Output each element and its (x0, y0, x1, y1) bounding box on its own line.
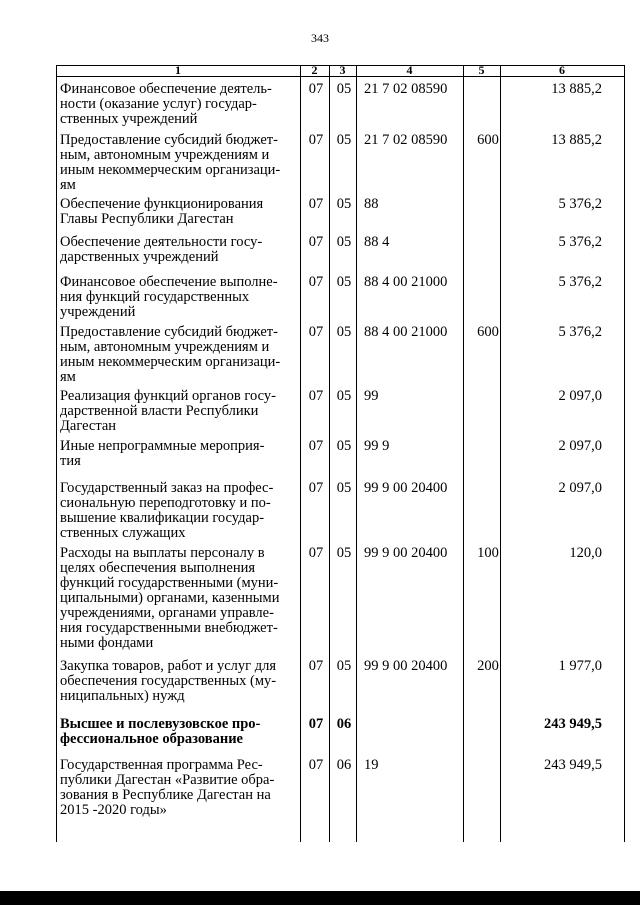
row-target-code: 19 (364, 757, 379, 773)
row-amount: 5 376,2 (558, 274, 602, 290)
row-section: 07 (308, 274, 324, 290)
row-target-code: 88 4 00 21000 (364, 324, 448, 340)
row-subsection: 05 (336, 388, 352, 404)
row-subsection: 05 (336, 545, 352, 561)
scan-bottom-edge (0, 891, 640, 905)
row-name: Предоставление субсидий бюджет- ным, автономным учреждениям и иным некоммерческим организаци- ям (60, 324, 281, 385)
column-header-5: 5 (478, 63, 485, 77)
row-amount: 2 097,0 (558, 480, 602, 496)
row-amount: 1 977,0 (558, 658, 602, 674)
budget-table (56, 65, 625, 842)
row-target-code: 21 7 02 08590 (364, 81, 448, 97)
row-target-code: 88 4 (364, 234, 390, 250)
row-subsection: 05 (336, 658, 352, 674)
row-target-code: 99 (364, 388, 379, 404)
row-target-code: 88 4 00 21000 (364, 274, 448, 290)
row-subsection: 05 (336, 274, 352, 290)
column-header-6: 6 (559, 63, 565, 77)
row-section: 07 (308, 480, 324, 496)
row-amount: 13 885,2 (551, 81, 602, 97)
row-target-code: 88 (364, 196, 379, 212)
row-subsection: 05 (336, 324, 352, 340)
row-name: Обеспечение функционирования Главы Республики Дагестан (60, 196, 264, 227)
column-divider (500, 65, 501, 842)
row-target-code: 99 9 00 20400 (364, 545, 448, 561)
row-name: Расходы на выплаты персоналу в целях обеспечения выполнения функций государственными (муни- ципальными) органами, казенными учреждениями, органами управле- ния государственными внебюджет- ными фондами (60, 545, 280, 651)
row-subsection: 05 (336, 81, 352, 97)
row-subsection: 05 (336, 196, 352, 212)
column-divider (329, 65, 330, 842)
row-subsection: 06 (336, 716, 352, 732)
row-section: 07 (308, 658, 324, 674)
row-section: 07 (308, 388, 324, 404)
row-name: Предоставление субсидий бюджет- ным, автономным учреждениям и иным некоммерческим организаци- ям (60, 132, 281, 193)
row-expense-type: 600 (477, 132, 499, 148)
page-number: 343 (311, 31, 329, 45)
row-target-code: 99 9 (364, 438, 390, 454)
row-expense-type: 200 (477, 658, 499, 674)
row-amount: 2 097,0 (558, 388, 602, 404)
row-expense-type: 100 (477, 545, 499, 561)
row-section: 07 (308, 716, 324, 732)
row-name: Иные непрограммные мероприя- тия (60, 438, 265, 469)
column-header-4: 4 (406, 63, 413, 77)
row-name: Закупка товаров, работ и услуг для обеспечения государственных (му- ниципальных) нужд (60, 658, 277, 704)
row-amount: 5 376,2 (558, 324, 602, 340)
column-header-3: 3 (339, 63, 346, 77)
row-subsection: 05 (336, 480, 352, 496)
column-header-2: 2 (311, 63, 318, 77)
row-section: 07 (308, 324, 324, 340)
column-header-1: 1 (175, 63, 181, 77)
row-section: 07 (308, 545, 324, 561)
row-amount: 243 949,5 (544, 716, 602, 732)
table-left-border (56, 65, 57, 842)
row-amount: 5 376,2 (558, 234, 602, 250)
row-name: Финансовое обеспечение выполне- ния функций государственных учреждений (60, 274, 278, 320)
row-expense-type: 600 (477, 324, 499, 340)
row-section: 07 (308, 132, 324, 148)
row-section: 07 (308, 196, 324, 212)
row-subsection: 05 (336, 132, 352, 148)
row-amount: 5 376,2 (558, 196, 602, 212)
row-amount: 120,0 (569, 545, 602, 561)
row-name: Финансовое обеспечение деятель- ности (оказание услуг) государ- ственных учреждений (60, 81, 272, 127)
row-subsection: 05 (336, 438, 352, 454)
row-name: Государственный заказ на профес- сиональную переподготовку и по- вышение квалификации государ- ственных служащих (60, 480, 274, 541)
table-right-border (624, 65, 625, 842)
row-target-code: 99 9 00 20400 (364, 658, 448, 674)
row-section: 07 (308, 757, 324, 773)
row-amount: 13 885,2 (551, 132, 602, 148)
row-subsection: 05 (336, 234, 352, 250)
row-name: Высшее и послевузовское про- фессиональное образование (60, 716, 261, 747)
row-name: Реализация функций органов госу- дарственной власти Республики Дагестан (60, 388, 276, 434)
column-divider (300, 65, 301, 842)
row-amount: 2 097,0 (558, 438, 602, 454)
row-section: 07 (308, 438, 324, 454)
row-target-code: 21 7 02 08590 (364, 132, 448, 148)
row-name: Обеспечение деятельности госу- дарственных учреждений (60, 234, 263, 265)
row-section: 07 (308, 234, 324, 250)
row-name: Государственная программа Рес- публики Дагестан «Развитие обра- зования в Республике Дагестан на 2015 -2020 годы» (60, 757, 275, 818)
row-amount: 243 949,5 (544, 757, 602, 773)
row-target-code: 99 9 00 20400 (364, 480, 448, 496)
column-divider (356, 65, 357, 842)
row-section: 07 (308, 81, 324, 97)
row-subsection: 06 (336, 757, 352, 773)
